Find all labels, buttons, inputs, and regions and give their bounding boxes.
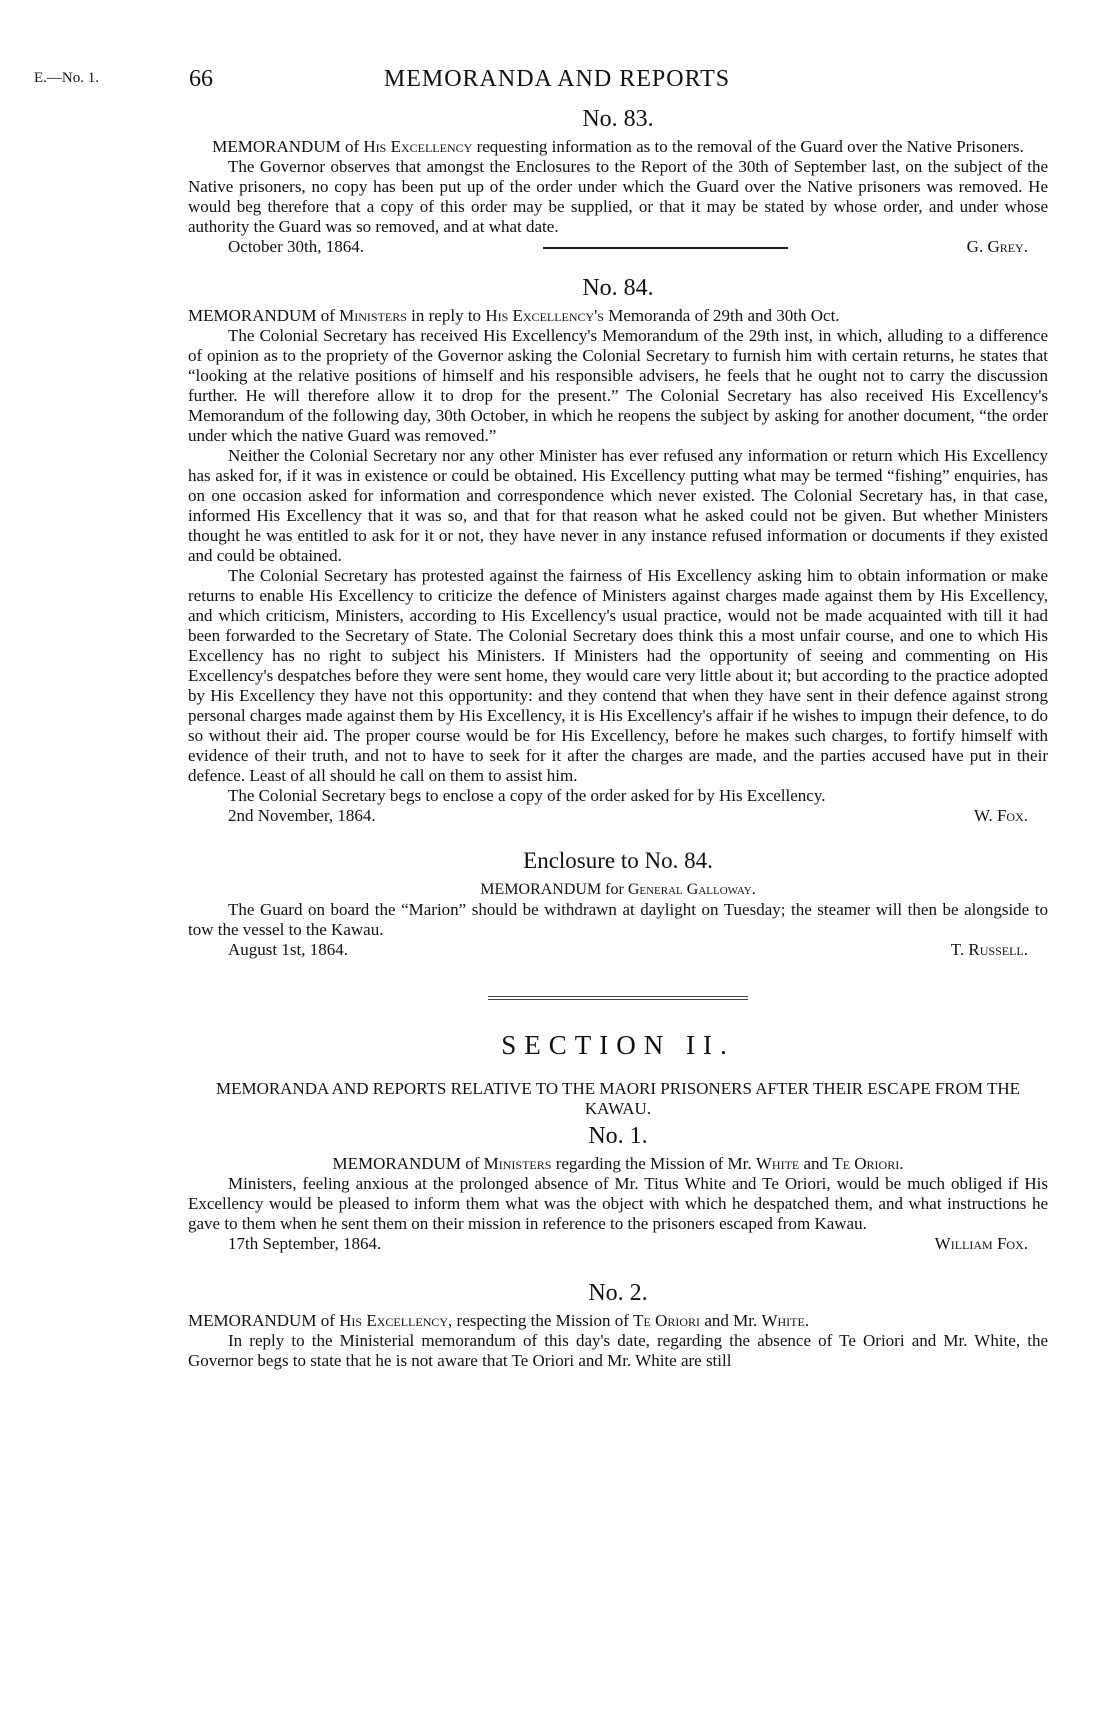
memo-signoff: [188, 806, 1048, 826]
memo-paragraph: The Colonial Secretary has protested against the fairness of His Excellency asking him to obtain information or make returns to enable His Excellency to criticize the defence of Ministers against charges made against them by His Excellency, and which criticism, Ministers, according to His Excellency's usual practice, would not be made acquainted with till it had been forwarded to the Secretary of State. The Colonial Secretary does think this a most unfair course, and one to which His Excellency has no right to subject his Ministers. If Ministers had the opportunity of seeing and commenting on His Excellency's despatches before they were sent home, they would care very little about it; but according to the practice adopted by His Excellency they have not this opportunity: and they contend that when they have sent in their defence against strong personal charges made against them by His Excellency, it is His Excellency's affair if he wishes to impugn their defence, to do so without their aid. The proper course would be for His Excellency, before he makes such charges, to fortify himself with evidence of their truth, and not to have to seek for it after the charges are made, and the parties accused have put in their defence. Least of all should he call on them to assist him.: [188, 566, 1048, 785]
page-number: 66: [189, 66, 213, 92]
memo-body: Ministers, feeling anxious at the prolonged absence of Mr. Titus White and Te Oriori, would be much obliged if His Excellency would be pleased to inform them what was the object with which he despatched them, and what instructions he gave to them when he sent them on their mission in reference to the prisoners escaped from Kawau.: [188, 1174, 1048, 1233]
memo-title: MEMORANDUM of Ministers regarding the Mission of Mr. White and Te Oriori.: [332, 1154, 904, 1173]
running-title: MEMORANDA AND REPORTS: [383, 66, 731, 92]
memo-number: No. 2.: [588, 1280, 648, 1306]
enclosure-signoff: [188, 940, 1048, 960]
enclosure-signature: T. Russell.: [950, 940, 1028, 959]
page-header: [34, 66, 1080, 102]
memo-title: MEMORANDUM of Ministers in reply to His Excellency's Memoranda of 29th and 30th Oct.: [188, 306, 840, 325]
memo-body: The Governor observes that amongst the Enclosures to the Report of the 30th of September last, on the subject of the Native prisoners, no copy has been put up of the order under which the Guard over the Native prisoners was removed. He would beg therefore that a copy of this order may be supplied, or that it may be stated by whose order, and under whose authority the Guard was so removed, and at what date.: [188, 157, 1048, 236]
section-subtitle: MEMORANDA AND REPORTS RELATIVE TO THE MAORI PRISONERS AFTER THEIR ESCAPE FROM THE KAWAU.: [215, 1079, 1021, 1118]
memo-signature: W. Fox.: [973, 806, 1028, 825]
memo-paragraph: Neither the Colonial Secretary nor any other Minister has ever refused any information or return which His Excellency has asked for, if it was in existence or could be obtained. His Excellency putting what may be termed “fishing” enquiries, has on one occasion asked for information and correspondence which never existed. The Colonial Secretary has, in that case, informed His Excellency that it was so, and that for that reason what he asked could not be given. But whether Ministers thought he was entitled to ask for it or not, they have never in any instance refused information or documents if they existed and could be obtained.: [188, 446, 1048, 565]
memo-number: No. 83.: [582, 106, 654, 132]
memo-2: [188, 1280, 1048, 1371]
enclosure-body: The Guard on board the “Marion” should be withdrawn at daylight on Tuesday; the steamer will then be alongside to tow the vessel to the Kawau.: [188, 900, 1048, 939]
memo-title: MEMORANDUM of His Excellency, respecting the Mission of Te Oriori and Mr. White.: [188, 1311, 810, 1330]
enclosure-84: [188, 848, 1048, 960]
memo-date: 2nd November, 1864.: [228, 806, 376, 825]
memo-body: In reply to the Ministerial memorandum of this day's date, regarding the absence of Te Oriori and Mr. White, the Governor begs to state that he is not aware that Te Oriori and Mr. White are still: [188, 1331, 1048, 1370]
memo-paragraph: The Colonial Secretary begs to enclose a copy of the order asked for by His Excellency.: [228, 786, 826, 805]
enclosure-date: August 1st, 1864.: [228, 940, 348, 959]
memo-title: MEMORANDUM of His Excellency requesting information as to the removal of the Guard over the Native Prisoners.: [212, 137, 1024, 156]
memo-1: [188, 1123, 1048, 1254]
memo-83: [188, 106, 1048, 257]
section-2: [188, 1030, 1048, 1119]
section-heading: SECTION II.: [501, 1030, 735, 1060]
paper-reference: E.—No. 1.: [34, 70, 99, 86]
memo-signature: G. Grey.: [966, 237, 1028, 256]
memo-paragraph: The Colonial Secretary has received His Excellency's Memorandum of the 29th inst, in which, alluding to a difference of opinion as to the propriety of the Governor asking the Colonial Secretary to furnish him with certain returns, he states that “looking at the relative positions of himself and his responsible advisers, he feels that he ought not to carry the discussion further. He will therefore allow it to drop for the present.” The Colonial Secretary has also received His Excellency's Memorandum of the following day, 30th October, in which he reopens the subject by asking for another document, “the order under which the native Guard was removed.”: [188, 326, 1048, 445]
memo-84: [188, 275, 1048, 826]
signature-rule: [543, 247, 788, 257]
memo-number: No. 84.: [582, 275, 654, 301]
memo-signature: William Fox.: [934, 1234, 1028, 1253]
section-divider: [488, 996, 748, 1000]
memo-signoff: [188, 1234, 1048, 1254]
memo-date: October 30th, 1864.: [228, 237, 364, 256]
memo-signoff: [188, 237, 1048, 257]
memo-date: 17th September, 1864.: [228, 1234, 382, 1253]
page-content: [188, 102, 1048, 1371]
enclosure-memo-title: MEMORANDUM for General Galloway.: [480, 881, 756, 898]
memo-number: No. 1.: [588, 1123, 648, 1149]
enclosure-title: Enclosure to No. 84.: [523, 848, 713, 873]
